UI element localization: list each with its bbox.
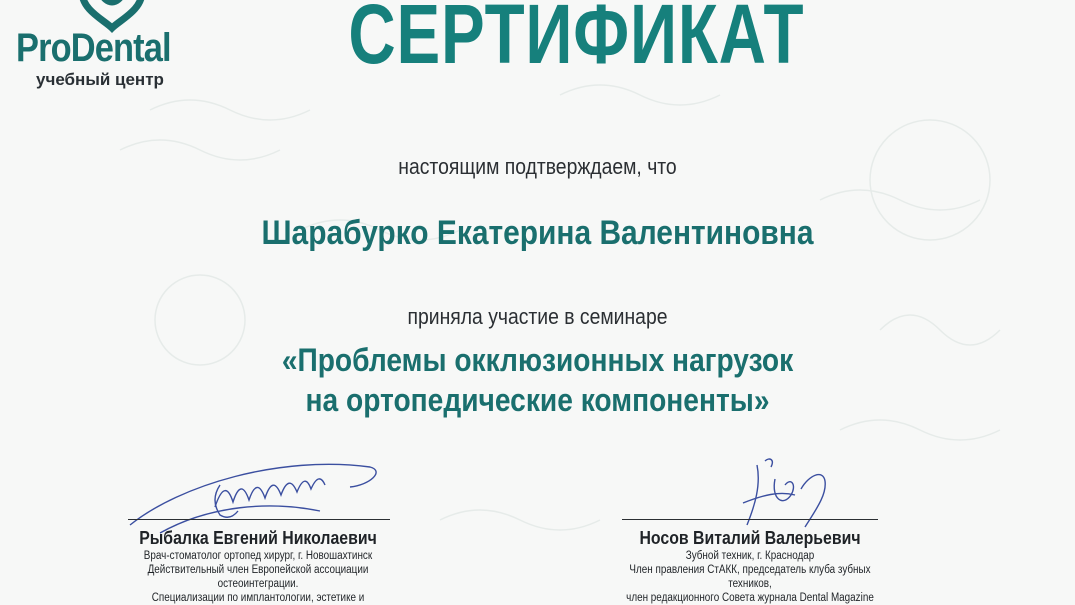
confirm-text: настоящим подтверждаем, что	[398, 154, 677, 179]
signer-role: Действительный член Европейской ассоциации остеоинтеграции.	[147, 564, 369, 590]
participation-text: приняла участие в семинаре	[407, 304, 668, 329]
signer-role: Член правления СтАКК, председатель клуба зубных техников,	[629, 564, 871, 590]
seminar-title-line1: «Проблемы окклюзионных нагрузок	[281, 342, 794, 378]
certificate-title: СЕРТИФИКАТ	[348, 0, 805, 81]
signer-name: Носов Виталий Валерьевич	[639, 528, 861, 548]
signature-2-line	[622, 519, 878, 520]
seminar-title-line2: на ортопедические компоненты»	[305, 382, 770, 418]
logo-name: ProDental	[16, 26, 171, 70]
signature-2	[735, 455, 845, 535]
signer-role: член редакционного Совета журнала Dental Magazine	[626, 592, 874, 604]
logo-subtitle: учебный центр	[36, 70, 164, 89]
signature-1-line	[128, 519, 390, 520]
signer-name: Рыбалка Евгений Николаевич	[139, 528, 377, 548]
prodental-logo	[14, 0, 204, 100]
recipient-name: Шарабурко Екатерина Валентиновна	[261, 214, 814, 252]
seminar-title	[65, 340, 1011, 420]
signer-block-2	[600, 527, 900, 605]
signer-role: Зубной техник, г. Краснодар	[685, 550, 815, 562]
signature-1	[120, 445, 390, 535]
signer-role: Врач-стоматолог ортопед хирург, г. Новошахтинск	[143, 550, 373, 562]
signer-role: Специализации по имплантологии, эстетике и	[151, 592, 365, 604]
signer-block-1	[108, 527, 408, 605]
